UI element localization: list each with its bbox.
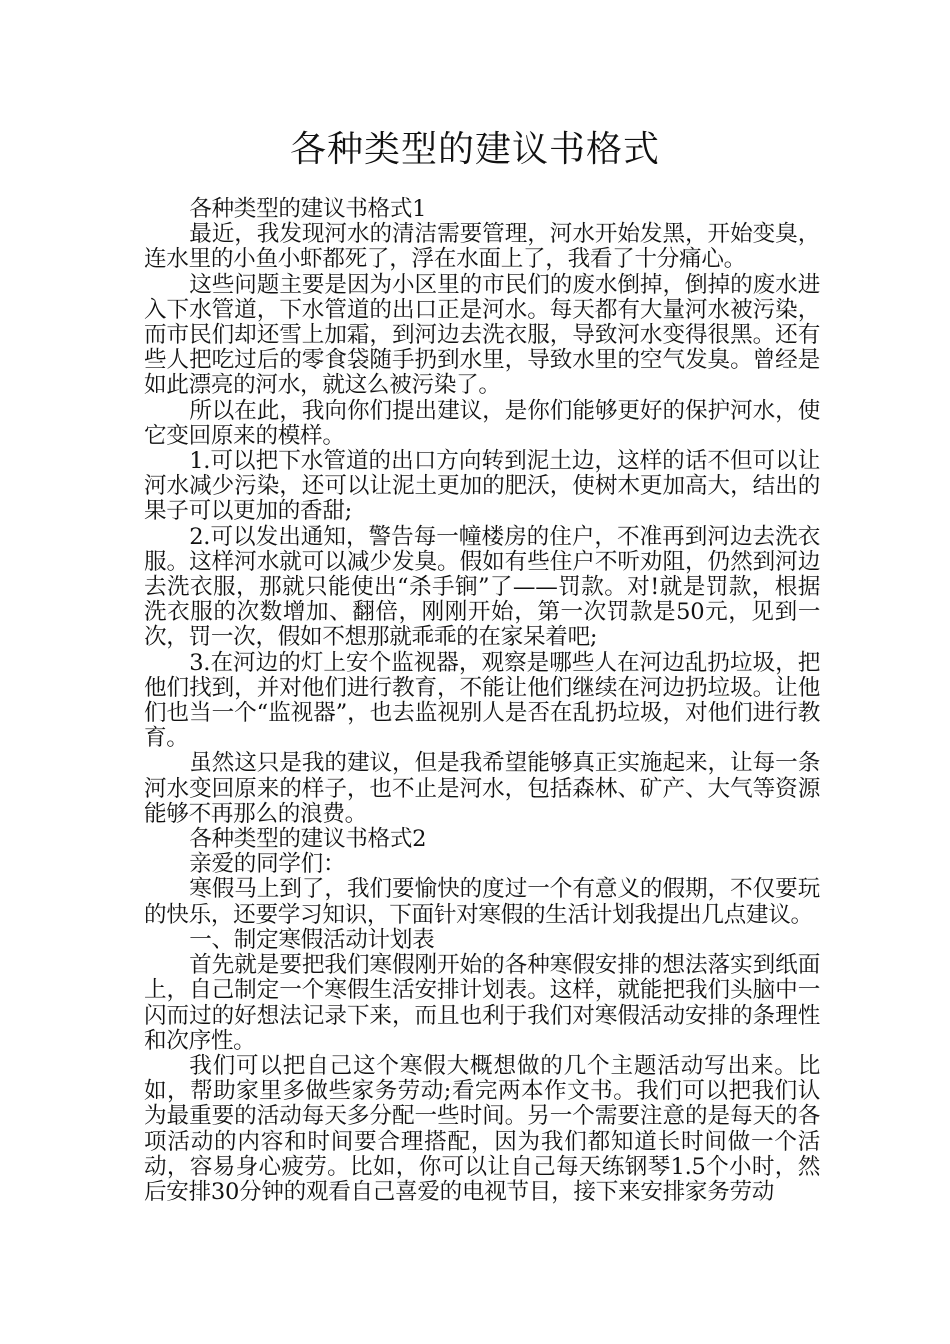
paragraph: 首先就是要把我们寒假刚开始的各种寒假安排的想法落实到纸面上，自己制定一个寒假生活安排计划表。这样，就能把我们头脑中一闪而过的好想法记录下来，而且也利于我们对寒假活动安排的条理性和次序性。 (144, 952, 820, 1054)
paragraph: 虽然这只是我的建议，但是我希望能够真正实施起来，让每一条河水变回原来的样子，也不止是河水，包括森林、矿产、大气等资源能够不再那么的浪费。 (144, 750, 820, 827)
paragraph: 寒假马上到了，我们要愉快的度过一个有意义的假期，不仅要玩的快乐，还要学习知识，下面针对寒假的生活计划我提出几点建议。 (144, 876, 820, 928)
suggestion-item-2: 2.可以发出通知，警告每一幢楼房的住户，不准再到河边去洗衣服。这样河水就可以减少发臭。假如有些住户不听劝阻，仍然到河边去洗衣服，那就只能使出“杀手锏”了——罚款。对!就是罚款，根据洗衣服的次数增加、翻倍，刚刚开始，第一次罚款是50元，见到一次，罚一次，假如不想那就乖乖的在家呆着吧; (144, 523, 820, 651)
section-heading-1: 各种类型的建议书格式1 (189, 196, 427, 222)
paragraph: 这些问题主要是因为小区里的市民们的废水倒掉，倒掉的废水进入下水管道，下水管道的出口正是河水。每天都有大量河水被污染，而市民们却还雪上加霜，到河边去洗衣服，导致河水变得很黑。还有些人把吃过后的零食袋随手扔到水里，导致水里的空气发臭。曾经是如此漂亮的河水，就这么被污染了。 (144, 271, 820, 399)
document-title: 各种类型的建议书格式 (289, 129, 660, 170)
suggestion-item-1: 1.可以把下水管道的出口方向转到泥土边，这样的话不但可以让河水减少污染，还可以让泥土更加的肥沃，使树木更加高大，结出的果子可以更加的香甜; (144, 448, 820, 525)
sub-heading: 一、制定寒假活动计划表 (189, 926, 435, 953)
suggestion-item-3: 3.在河边的灯上安个监视器，观察是哪些人在河边乱扔垃圾，把他们找到，并对他们进行教育，不能让他们继续在河边扔垃圾。让他们也当一个“监视器”，也去监视别人是否在乱扔垃圾，对他们进行教育。 (144, 649, 820, 752)
paragraph: 所以在此，我向你们提出建议，是你们能够更好的保护河水，使它变回原来的模样。 (144, 397, 820, 449)
paragraph: 最近，我发现河水的清洁需要管理，河水开始发黑，开始变臭，连水里的小鱼小虾都死了，浮在水面上了，我看了十分痛心。 (144, 221, 820, 273)
paragraph: 我们可以把自己这个寒假大概想做的几个主题活动写出来。比如，帮助家里多做些家务劳动;看完两本作文书。我们可以把我们认为最重要的活动每天多分配一些时间。另一个需要注意的是每天的各项活动的内容和时间要合理搭配，因为我们都知道长时间做一个活动，容易身心疲劳。比如，你可以让自己每天练钢琴1.5个小时，然后安排30分钟的观看自己喜爱的电视节目，接下来安排家务劳动 (144, 1052, 820, 1205)
salutation: 亲爱的同学们： (189, 851, 346, 878)
document-body (144, 197, 820, 1205)
section-heading-2: 各种类型的建议书格式2 (189, 826, 427, 853)
